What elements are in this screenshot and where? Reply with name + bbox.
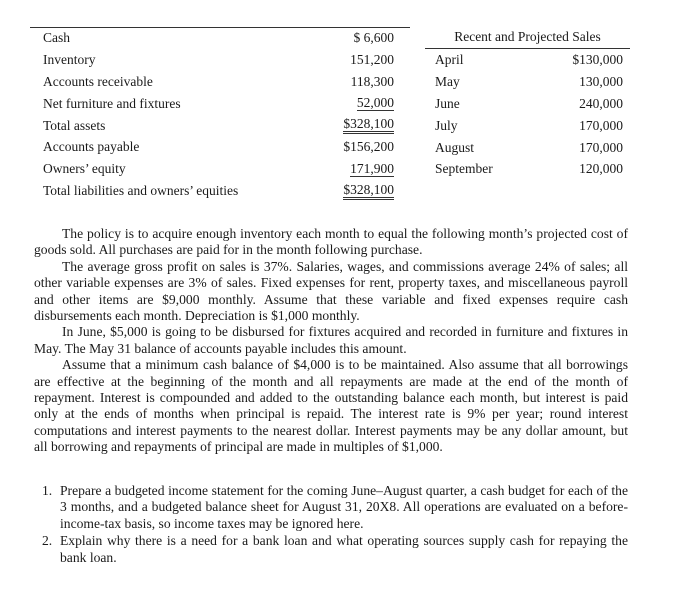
month-label: August (435, 139, 475, 155)
month-label: July (435, 117, 458, 133)
row-label: Owners’ equity (43, 161, 126, 177)
table-row (30, 49, 410, 71)
sales-value: 170,000 (579, 139, 623, 155)
row-amount: $328,100 (343, 117, 394, 134)
question-item (38, 483, 628, 532)
month-label: June (435, 95, 460, 111)
table-row (30, 71, 410, 93)
problem-narrative (34, 226, 628, 456)
question-number: 2. (42, 533, 53, 549)
table-row (30, 136, 410, 158)
table-row (30, 180, 410, 202)
table-row (425, 137, 630, 159)
month-label: September (435, 161, 493, 177)
row-amount: 118,300 (350, 73, 394, 89)
sales-table-header: Recent and Projected Sales (425, 27, 630, 49)
row-label: Accounts payable (43, 139, 140, 155)
table-row (30, 115, 410, 137)
sales-table (425, 27, 630, 180)
table-row (425, 158, 630, 180)
table-row (425, 49, 630, 71)
sales-value: 240,000 (579, 95, 623, 111)
month-label: April (435, 51, 464, 67)
paragraph: The policy is to acquire enough inventory each month to equal the following month’s projected cost of goods sold. All purchases are paid for in the month following purchase. (34, 226, 628, 258)
table-row (425, 93, 630, 115)
month-label: May (435, 73, 460, 89)
paragraph: The average gross profit on sales is 37%. Salaries, wages, and commissions average 24% of sales; all other variable expenses are 3% of sales. Fixed expenses for rent, property taxes, and miscellaneous payroll and other items are $9,000 monthly. Assume that these variable and fixed expenses require cash disbursements each month. Depreciation is $1,000 monthly. (34, 258, 628, 324)
table-row (425, 71, 630, 93)
row-amount: 151,200 (350, 51, 394, 67)
paragraph: In June, $5,000 is going to be disbursed for fixtures acquired and recorded in furniture and fixtures in May. The May 31 balance of accounts payable includes this amount. (34, 324, 628, 356)
table-row (425, 115, 630, 137)
row-amount: $156,200 (343, 139, 394, 155)
question-list (38, 483, 628, 567)
table-row (30, 27, 410, 49)
row-label: Inventory (43, 51, 96, 67)
table-row (30, 158, 410, 180)
question-number: 1. (42, 483, 53, 498)
row-label: Total liabilities and owners’ equities (43, 183, 239, 199)
paragraph: Assume that a minimum cash balance of $4,000 is to be maintained. Also assume that all borrowings are effective at the beginning of the month and all repayments are made at the end of the month of repayment. Interest is compounded and added to the outstanding balance each month, but interest is paid only at the ends of months when principal is repaid. The interest rate is 9% per year; round interest computations and interest payments to the nearest dollar. Interest payments may be any dollar amount, but all borrowing and repayments of principal are made in multiples of $1,000. (34, 357, 628, 455)
table-row (30, 93, 410, 115)
row-label: Net furniture and fixtures (43, 95, 181, 111)
sales-value: 120,000 (579, 161, 623, 177)
row-label: Total assets (43, 117, 106, 133)
balance-sheet-table (30, 27, 410, 202)
sales-value: 170,000 (579, 117, 623, 133)
question-text: Prepare a budgeted income statement for the coming June–August quarter, a cash budget for each of the 3 months, and a budgeted balance sheet for August 31, 20X8. All operations are evaluated on a before-income-tax basis, so income taxes may be ignored here. (60, 483, 628, 531)
row-amount: $ 6,600 (353, 29, 394, 45)
question-text: Explain why there is a need for a bank loan and what operating sources supply cash for repaying the bank loan. (60, 533, 628, 565)
row-amount: 52,000 (356, 95, 394, 111)
row-amount: 171,900 (350, 160, 394, 176)
row-label: Cash (43, 29, 70, 45)
row-label: Accounts receivable (43, 73, 153, 89)
row-amount: $328,100 (343, 183, 394, 200)
question-item (38, 533, 628, 566)
sales-value: 130,000 (579, 73, 623, 89)
sales-value: $130,000 (572, 51, 623, 67)
